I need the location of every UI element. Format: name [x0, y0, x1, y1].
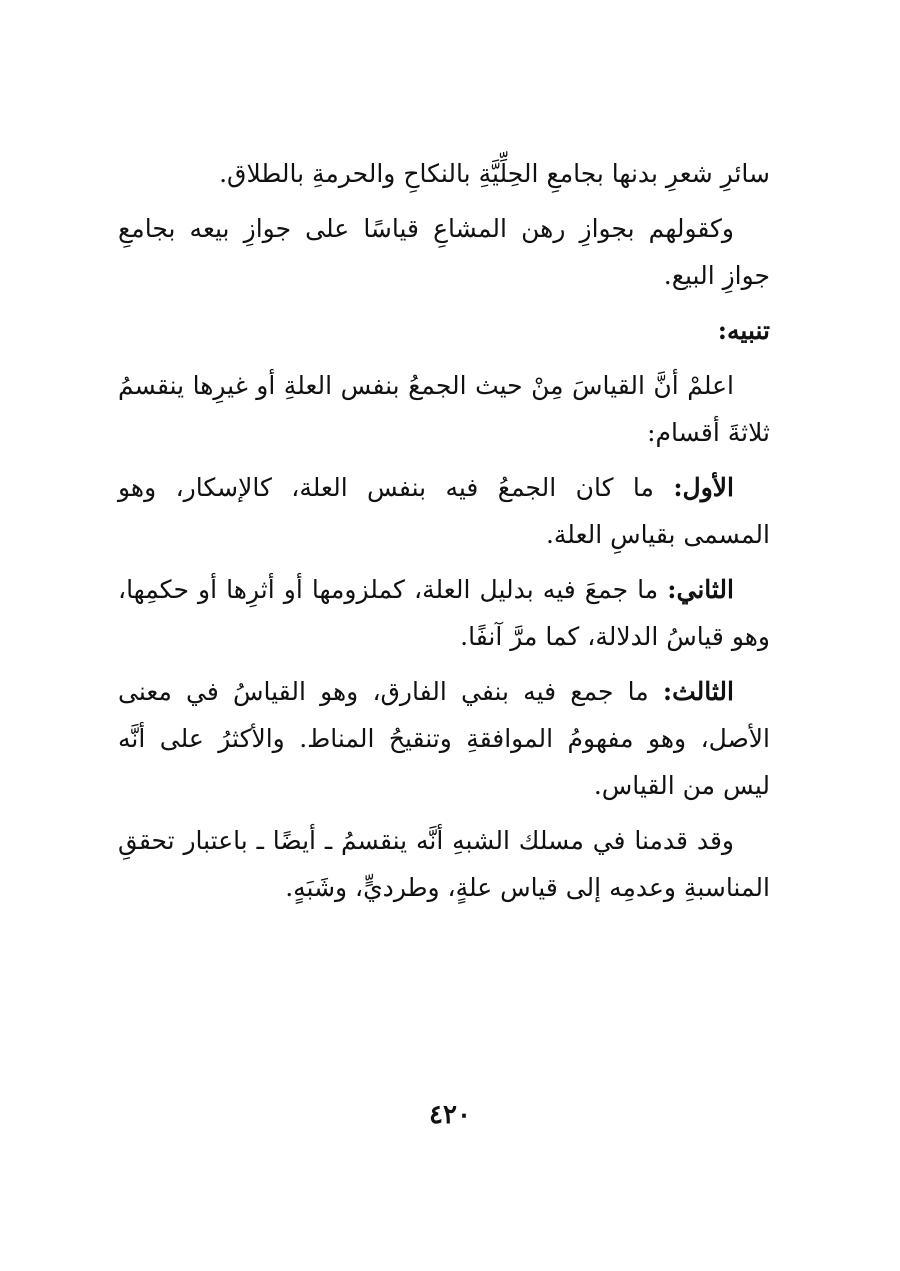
second-type-text: ما جمعَ فيه بدليل العلة، كملزومها أو أثرِها أو حكمِها، وهو قياسُ الدلالة، كما مرَّ آنفًا. [118, 575, 770, 651]
first-type-text: ما كان الجمعُ فيه بنفس العلة، كالإسكار، وهو المسمى بقياسِ العلة. [118, 473, 770, 549]
body-text [118, 150, 770, 919]
paragraph-continuation: سائرِ شعرِ بدنها بجامعِ الحِلِّيَّةِ بالنكاحِ والحرمةِ بالطلاق. [219, 159, 770, 188]
paragraph-intro: اعلمْ أنَّ القياسَ مِنْ حيث الجمعُ بنفس العلةِ أو غيرِها ينقسمُ ثلاثةَ أقسام: [118, 371, 770, 447]
third-type-text: ما جمع فيه بنفي الفارق، وهو القياسُ في معنى الأصل، وهو مفهومُ الموافقةِ وتنقيحُ المناط. والأكثرُ على أنَّه ليس من القياس. [118, 677, 770, 800]
third-type-label: الثالث: [662, 677, 734, 706]
first-type-label: الأول: [673, 473, 734, 502]
page-number: ٤٢٠ [429, 1100, 471, 1130]
second-type-label: الثاني: [667, 575, 734, 604]
paragraph-first-type [118, 464, 770, 558]
paragraph-closing: وقد قدمنا في مسلك الشبهِ أنَّه ينقسمُ ـ أيضًا ـ باعتبار تحققِ المناسبةِ وعدمِه إلى قياس علةٍ، وطرديٍّ، وشَبَهٍ. [118, 826, 770, 902]
section-heading: تنبيه: [717, 316, 770, 345]
paragraph-second-type [118, 566, 770, 660]
paragraph-example: وكقولهم بجوازِ رهن المشاعِ قياسًا على جوازِ بيعه بجامعِ جوازِ البيع. [118, 214, 770, 290]
paragraph-third-type [118, 668, 770, 809]
